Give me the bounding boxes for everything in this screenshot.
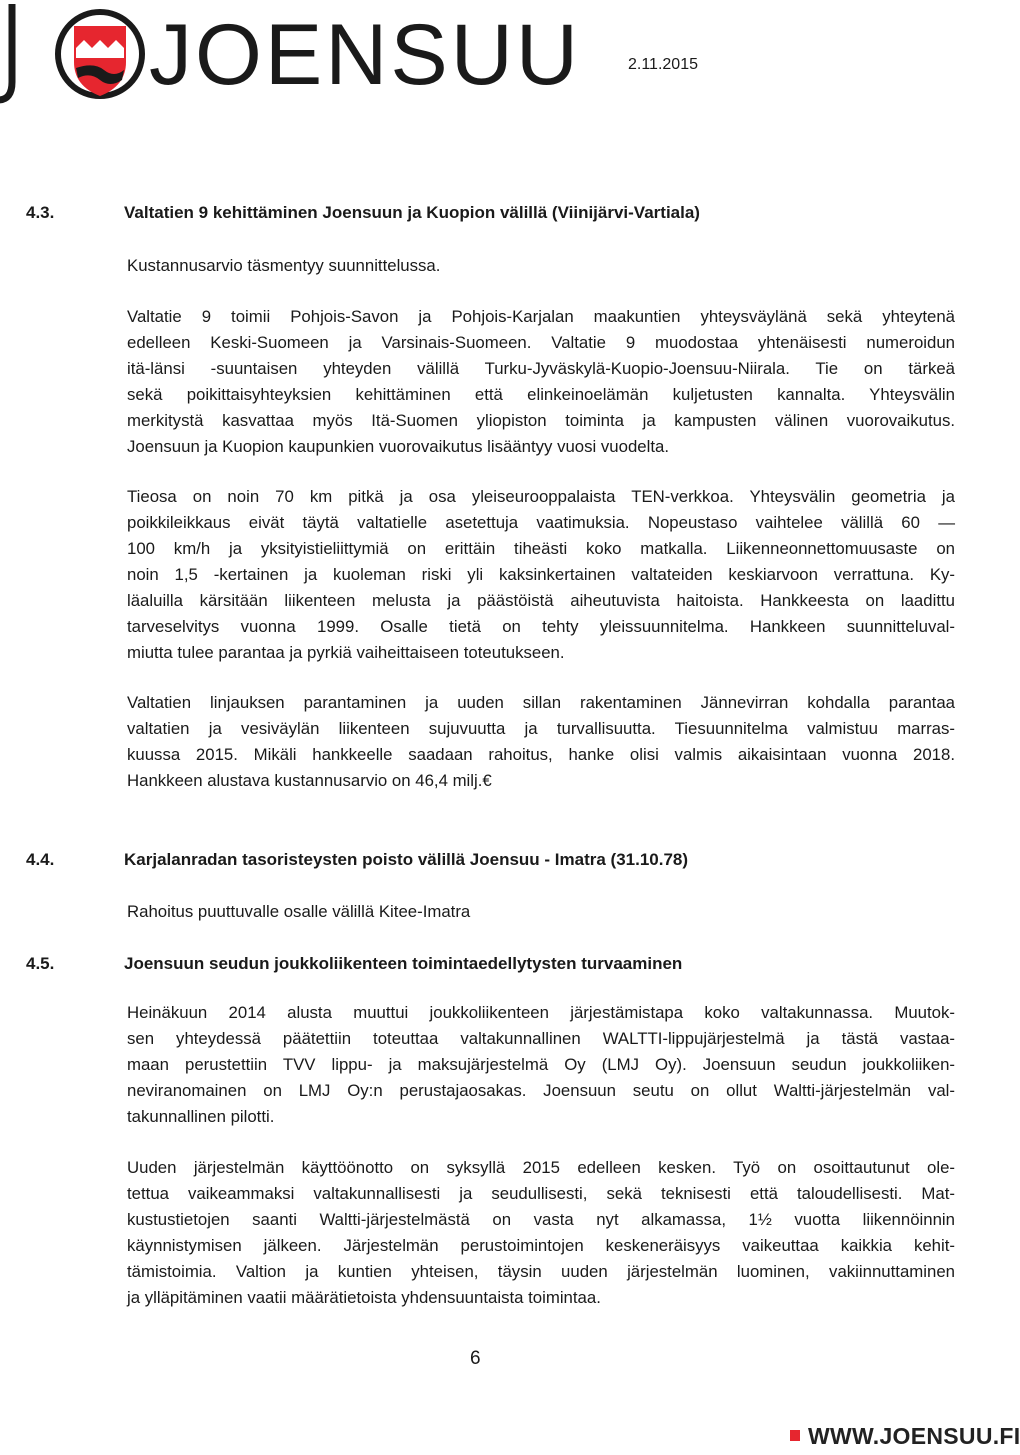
body-paragraph — [127, 690, 955, 794]
section-heading — [26, 203, 700, 223]
text-line: Valtatie 9 toimii Pohjois-Savon ja Pohjois-Karjalan maakuntien yhteysväylänä sekä yhteytenä — [127, 307, 955, 326]
document-date: 2.11.2015 — [628, 56, 698, 73]
body-paragraph — [127, 1155, 955, 1311]
body-paragraph — [127, 1000, 955, 1130]
text-line: läaluilla kärsitään liikenteen melusta ja päästöistä aiheutuvista haitoista. Hankkeesta on laadittu — [127, 591, 955, 610]
text-line: Joensuun ja Kuopion kaupunkien vuorovaikutus lisääntyy vuosi vuodelta. — [127, 437, 670, 456]
text-line: Valtatien linjauksen parantaminen ja uuden sillan rakentaminen Jännevirran kohdalla parantaa — [127, 693, 955, 712]
text-line: itä-länsi -suuntaisen yhteyden välillä Turku-Jyväskylä-Kuopio-Joensuu-Niirala. Tie on tärkeä — [127, 359, 955, 378]
text-line: noin 1,5 -kertainen ja kuoleman riski yli kaksinkertainen valtateiden keskiarvoon verrattuna. Ky- — [127, 565, 955, 584]
page-number: 6 — [470, 1348, 481, 1369]
body-paragraph: Kustannusarvio täsmentyy suunnittelussa. — [127, 256, 441, 275]
section-number: 4.3. — [26, 203, 55, 222]
section-title: Joensuun seudun joukkoliikenteen toimintaedellytysten turvaaminen — [124, 954, 683, 973]
text-line: ja ylläpitäminen vaatii määrätietoista yhdensuuntaista toimintaa. — [127, 1288, 601, 1307]
footer-website-link[interactable]: WWW.JOENSUU.FI — [808, 1423, 1020, 1449]
body-paragraph — [127, 484, 955, 666]
text-line: 100 km/h ja yksityistieliittymiä on erittäin tiheästi koko matkalla. Liikenneonnettomuusaste on — [127, 539, 955, 558]
text-line: tettua vaikeammaksi valtakunnallisesti ja seudullisesti, sekä teknisesti että taloudellisesti. Mat- — [127, 1184, 955, 1203]
section-number: 4.4. — [26, 850, 55, 869]
text-line: maan perustettiin TVV lippu- ja maksujärjestelmä Oy (LMJ Oy). Joensuun seudun joukkoliiken- — [127, 1055, 955, 1074]
section-number: 4.5. — [26, 954, 55, 973]
text-line: merkitystä kasvattaa myös Itä-Suomen yliopiston toiminta ja kampusten välinen vuorovaikutus. — [127, 411, 955, 430]
text-line: käynnistymisen jälkeen. Järjestelmän perustoimintojen keskeneräisyys vaikeuttaa kaikkia kehit- — [127, 1236, 955, 1255]
body-paragraph — [127, 304, 955, 460]
section-title: Karjalanradan tasoristeysten poisto välillä Joensuu - Imatra (31.10.78) — [124, 850, 689, 869]
text-line: Uuden järjestelmän käyttöönotto on syksyllä 2015 edelleen kesken. Työ on osoittautunut ole- — [127, 1158, 955, 1177]
section-title: Valtatien 9 kehittäminen Joensuun ja Kuopion välillä (Viinijärvi-Vartiala) — [124, 203, 700, 222]
text-line: sen yhteydessä päätettiin toteuttaa valtakunnallinen WALTTI-lippujärjestelmä ja tästä vastaa- — [127, 1029, 955, 1048]
text-line: valtatien ja vesiväylän liikenteen sujuvuutta ja turvallisuutta. Tiesuunnitelma valmistuu marras- — [127, 719, 955, 738]
text-line: tarveselvitys vuonna 1999. Osalle tietä on tehty yleissuunnitelma. Hankkeen suunnitteluval- — [127, 617, 955, 636]
text-line: neviranomainen on LMJ Oy:n perustajaosakas. Joensuun seutu on ollut Waltti-järjestelmän val- — [127, 1081, 955, 1100]
body-paragraph: Rahoitus puuttuvalle osalle välillä Kitee-Imatra — [127, 902, 471, 921]
logo-wordmark: JOENSUU — [149, 7, 581, 103]
text-line: Hankkeen alustava kustannusarvio on 46,4 milj.€ — [127, 771, 492, 790]
text-line: Tieosa on noin 70 km pitkä ja osa yleiseurooppalaista TEN-verkkoa. Yhteysvälin geometria ja — [127, 487, 955, 506]
text-line: kuussa 2015. Mikäli hankkeelle saadaan rahoitus, hanke olisi valmis aikaisintaan vuonna 2018. — [127, 745, 955, 764]
text-line: sekä poikittaisyhteyksien kehittäminen että elinkeinoelämän kuljetusten kannalta. Yhteysvälin — [127, 385, 955, 404]
text-line: Heinäkuun 2014 alusta muuttui joukkoliikenteen järjestämistapa koko valtakunnassa. Muutok- — [127, 1003, 955, 1022]
footer-accent-mark — [790, 1430, 800, 1441]
text-line: miutta tulee parantaa ja pyrkiä vaiheittaiseen toteutukseen. — [127, 643, 565, 662]
text-line: edelleen Keski-Suomeen ja Varsinais-Suomeen. Valtatie 9 muodostaa yhtenäisesti numeroidun — [127, 333, 955, 352]
joensuu-logo — [4, 4, 581, 104]
section-heading — [26, 954, 682, 974]
text-line: takunnallinen pilotti. — [127, 1107, 275, 1126]
text-line: kustustietojen saanti Waltti-järjestelmästä on vasta nyt alkamassa, 1½ vuotta liikennöinnin — [127, 1210, 955, 1229]
text-line: tämistoimia. Valtion ja kuntien yhteisen, täysin uuden järjestelmän luominen, vakiinnuttaminen — [127, 1262, 955, 1281]
section-heading — [26, 850, 688, 870]
text-line: poikkileikkaus eivät täytä valtatielle asetettuja vaatimuksia. Nopeustaso vaihtelee välillä 60 — — [127, 513, 955, 532]
